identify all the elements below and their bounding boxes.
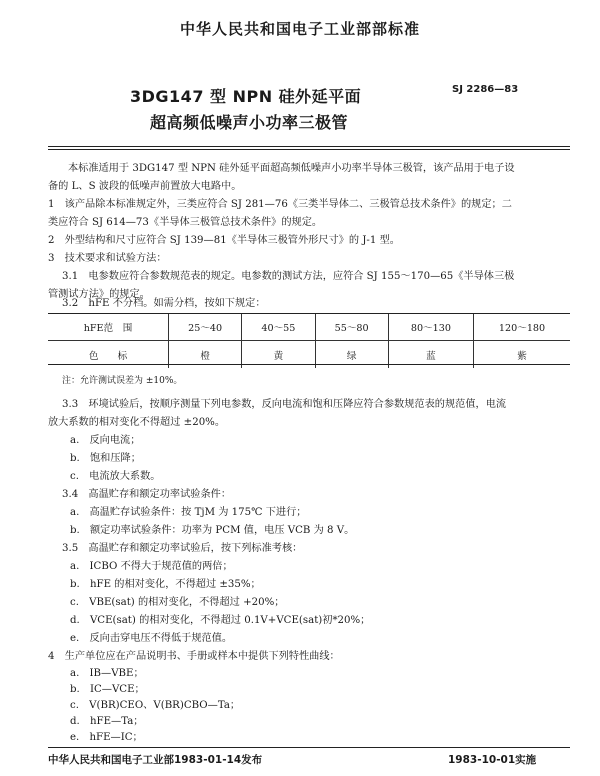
section-2: 2 外型结构和尺寸应符合 SJ 139—81《半导体三极管外形尺寸》的 J-1 型。 (48, 235, 400, 246)
issue-date: 中华人民共和国电子工业部1983-01-14发布 (48, 754, 263, 766)
list-item: d. hFE—Ta； (70, 716, 144, 727)
section-3-3-line-1: 3.3 环境试验后，按顺序测量下列电参数，反向电流和饱和压降应符合参数规范表的规范值，电流 (62, 399, 507, 410)
table-header-hfe-range: hFE范 围 (48, 313, 169, 341)
list-item: b. hFE 的相对变化，不得超过 ±35%； (70, 579, 261, 590)
header-rule-bottom (48, 149, 570, 150)
list-item: d. VCE(sat) 的相对变化，不得超过 0.1V+VCE(sat)初*20%； (70, 615, 371, 626)
list-item: a. ICBO 不得大于规范值的两倍； (70, 561, 233, 572)
document-title-line-2: 超高频低噪声小功率三极管 (150, 113, 349, 132)
section-3-1-line-1: 3.1 电参数应符合参数规范表的规定。电参数的测试方法，应符合 SJ 155～170—65《半导体三极 (62, 271, 515, 282)
section-3-2: 3.2 hFE 不分档。如需分档，按如下规定： (62, 298, 266, 309)
effective-date: 1983-10-01实施 (448, 754, 537, 766)
standard-number: SJ 2286—83 (452, 84, 519, 95)
list-item: a. IB—VBE； (70, 668, 144, 679)
section-1-line-1: 1 该产品除本标准规定外，三类应符合 SJ 281—76《三类半导体二、三极管总技术条件》的规定；二 (48, 199, 512, 210)
list-item: c. V(BR)CEO、V(BR)CBO—Ta； (70, 700, 241, 711)
table-cell: 40～55 (242, 313, 315, 341)
table-row (48, 313, 570, 341)
table-cell: 绿 (315, 341, 388, 369)
list-item: e. hFE—IC； (70, 732, 143, 743)
section-3-1-line-2: 管测试方法》的规定。 (48, 289, 150, 300)
section-3-3-line-2: 放大系数的相对变化不得超过 ±20%。 (48, 417, 226, 428)
section-3-5: 3.5 高温贮存和额定功率试验后，按下列标准考核： (62, 543, 303, 554)
table-note: 注：允许测试误差为 ±10%。 (62, 376, 183, 386)
hfe-color-table (48, 313, 570, 368)
list-item: c. VBE(sat) 的相对变化，不得超过 +20%； (70, 597, 285, 608)
list-item: b. 额定功率试验条件：功率为 PCM 值，电压 VCB 为 8 V。 (70, 525, 355, 536)
table-cell: 80～130 (388, 313, 473, 341)
section-1-line-2: 类应符合 SJ 614—73《半导体三极管总技术条件》的规定。 (48, 217, 323, 228)
list-item: a. 反向电流； (70, 435, 141, 446)
table-cell: 紫 (517, 350, 527, 362)
list-item: a. 高温贮存试验条件：按 TjM 为 175℃ 下进行； (70, 507, 307, 518)
table-cell: 蓝 (388, 341, 473, 369)
intro-line-2: 备的 L、S 波段的低噪声前置放大电路中。 (48, 181, 242, 192)
table-cell: 25～40 (169, 313, 242, 341)
list-item: b. 饱和压降； (70, 453, 141, 464)
list-item: b. IC—VCE； (70, 684, 145, 695)
intro-line-1: 本标准适用于 3DG147 型 NPN 硅外延平面超高频低噪声小功率半导体三极管，该产品用于电子设 (68, 163, 515, 174)
table-row (48, 341, 570, 369)
table-cell: 黄 (242, 341, 315, 369)
table-cell: 55～80 (315, 313, 388, 341)
section-3-4: 3.4 高温贮存和额定功率试验条件： (62, 489, 232, 500)
document-title-line-1: 3DG147 型 NPN 硅外延平面 (130, 87, 362, 106)
list-item: c. 电流放大系数。 (70, 471, 161, 482)
table-cell: 橙 (169, 341, 242, 369)
header-rule-top (48, 146, 570, 147)
org-title: 中华人民共和国电子工业部部标准 (179, 20, 420, 38)
table-header-color-code: 色 标 (48, 341, 169, 369)
section-4: 4 生产单位应在产品说明书、手册或样本中提供下列特性曲线： (48, 651, 340, 662)
section-3: 3 技术要求和试验方法： (48, 253, 167, 264)
list-item: e. 反向击穿电压不得低于规范值。 (70, 633, 233, 644)
table-cell: 120～180 (474, 313, 570, 341)
footer-rule (48, 747, 570, 748)
